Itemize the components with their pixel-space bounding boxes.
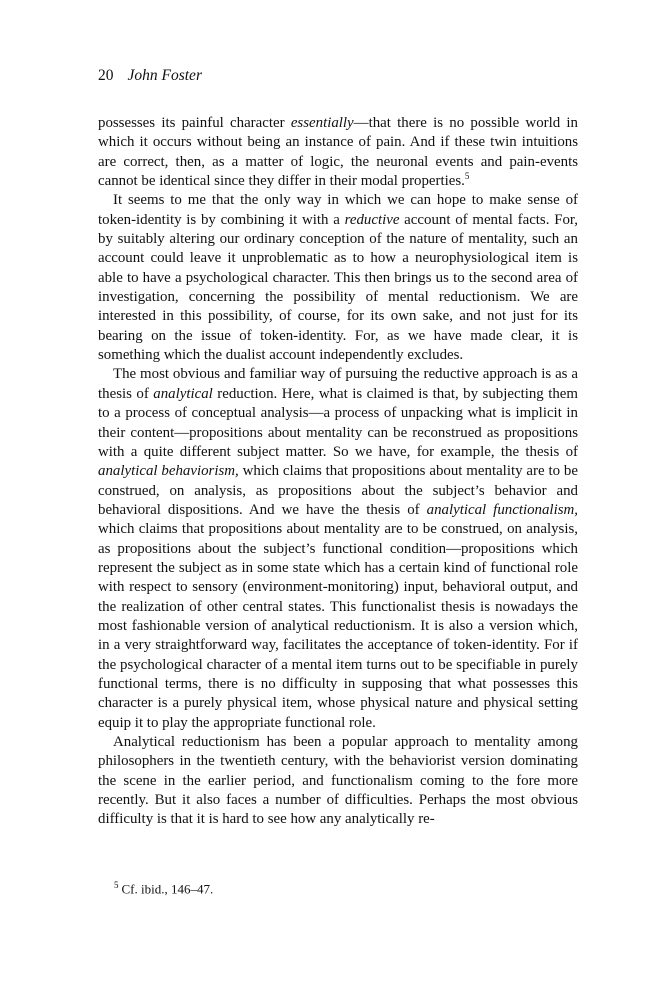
paragraph-text: which claims that propositions about mentality are to be construed, on analysis, as propositions about the subject’s behavior and behavioral dispositions. And we have the thesis of: [98, 463, 578, 518]
paragraph: [98, 733, 578, 830]
paragraph-text: It seems to me that the only way in which we can hope to make sense of token-identity is by combining it with a: [98, 192, 578, 228]
emphasized-text: analytical functionalism,: [426, 501, 578, 518]
running-head: [98, 66, 202, 86]
running-head-author: John Foster: [127, 67, 202, 84]
paragraph-text: account of mental facts. For, by suitably altering our ordinary conception of the nature of mentality, such an account could leave it unproblematic as to how a neurophysiological item is able to have a psychological character. This then brings us to the second area of investigation, concerning the possibility of mental reductionism. We are interested in this possibility, of course, for its own sake, and not just for its bearing on the issue of token-identity. For, as we have made clear, it is something which the dualist account independently excludes.: [98, 211, 579, 364]
paragraph: [98, 191, 578, 365]
page-number: 20: [98, 67, 114, 84]
footnote-reference: 5: [464, 171, 470, 182]
paragraph-text: The most obvious and familiar way of pursuing the reductive approach is as a thesis of: [98, 366, 578, 402]
footnote-text: Cf. ibid., 146–47.: [121, 881, 214, 897]
emphasized-text: reductive: [344, 211, 400, 228]
paragraph-text: which claims that propositions about mentality are to be construed, on analysis, as propositions about the subject’s functional condition—propositions which represent the subject as in some state which has a certain kind of functional role with respect to sensory (environment-monitoring) input, behavioral output, and the realization of other central states. This functionalist thesis is nowadays the most fashionable version of analytical reductionism. It is also a version which, in a very straightforward way, facilitates the acceptance of token-identity. For if the psychological character of a mental item turns out to be specifiable in purely functional terms, there is no difficulty in supposing that what possesses this character is a purely physical item, whose physical nature and physical setting equip it to play the appropriate functional role.: [98, 521, 578, 731]
paragraph-text: Analytical reductionism has been a popular approach to mentality among philosophers in the twentieth century, with the behaviorist version dominating the scene in the earlier period, and functionalism coming to the fore more recently. But it also faces a number of difficulties. Perhaps the most obvious difficulty is that it is hard to see how any analytically re-: [98, 734, 578, 828]
emphasized-text: essentially: [290, 115, 354, 131]
body-text: [98, 114, 578, 830]
paragraph-text: possesses its painful character: [98, 115, 291, 131]
emphasized-text: analytical: [153, 385, 213, 402]
paragraph: [98, 114, 578, 191]
emphasized-text: analytical behaviorism,: [98, 463, 239, 480]
paragraph-text: reduction. Here, what is claimed is that, by subjecting them to a process of conceptual analysis—a process of unpacking what is implicit in their content—propositions about mentality can be reconstrued as propositions with a quite different subject matter. So we have, for example, the thesis of: [98, 385, 578, 460]
paragraph-text: —that there is no possible world in which it occurs without being an instance of pain. And if these twin intuitions are correct, then, as a matter of logic, the neuronal events and pain-events cannot be identical since they differ in their modal properties.: [98, 115, 578, 190]
paragraph: [98, 365, 578, 733]
footnote: [114, 877, 213, 897]
footnote-marker: 5: [114, 880, 119, 890]
